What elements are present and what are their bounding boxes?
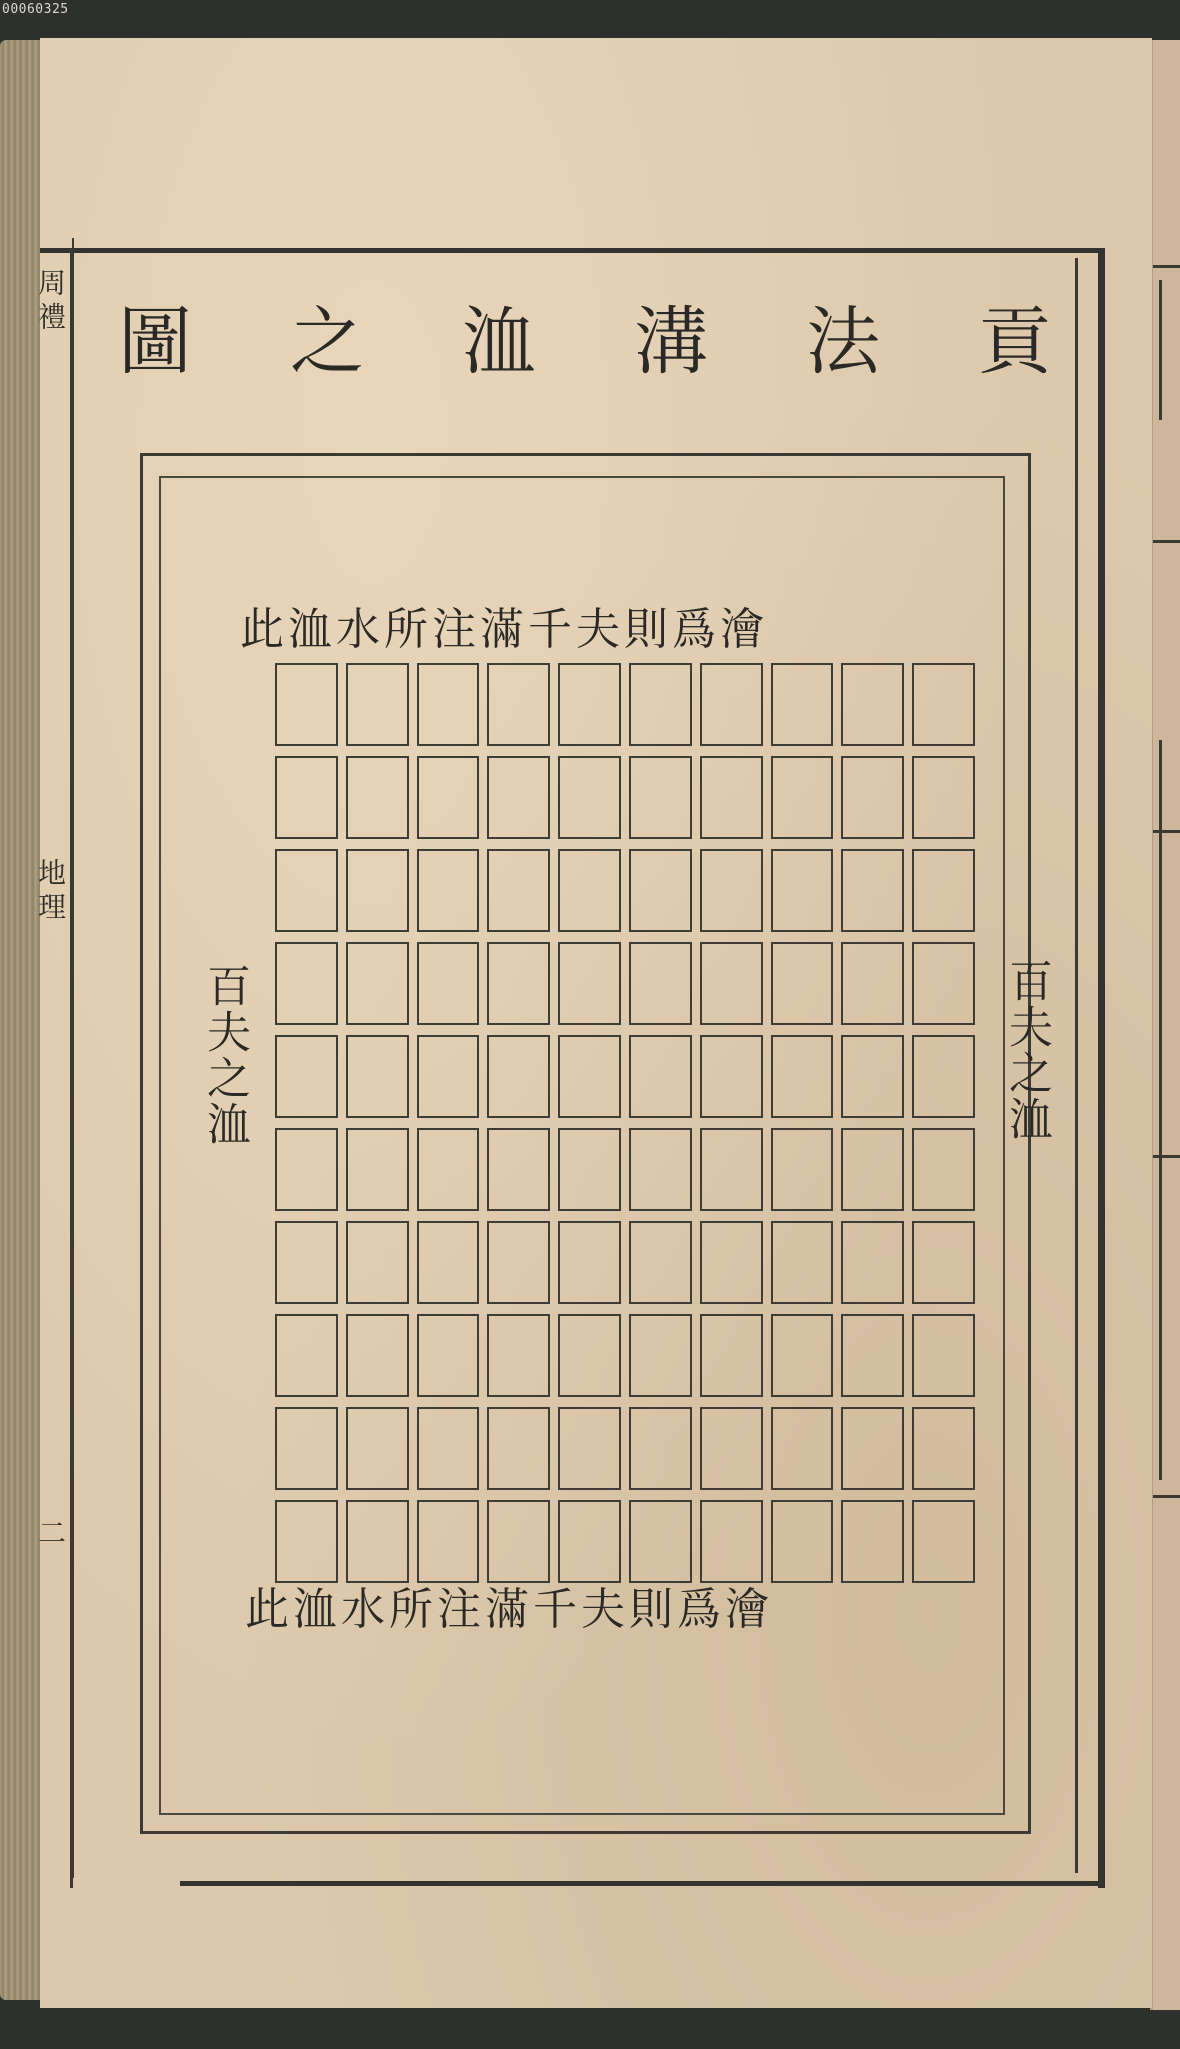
field-plot — [346, 1128, 409, 1211]
field-plot — [275, 1500, 338, 1583]
field-plot — [841, 1500, 904, 1583]
field-plot — [912, 1221, 975, 1304]
field-plot — [275, 849, 338, 932]
field-plot — [912, 1500, 975, 1583]
field-plot — [912, 1314, 975, 1397]
field-plot — [558, 1314, 621, 1397]
field-plot — [275, 663, 338, 746]
field-plot — [841, 942, 904, 1025]
field-plot — [841, 1221, 904, 1304]
field-plot — [841, 1128, 904, 1211]
field-plot — [346, 1314, 409, 1397]
field-plot — [417, 1314, 480, 1397]
outer-frame-inner-right — [1075, 258, 1078, 1873]
title-char: 法 — [806, 299, 880, 385]
field-plot — [487, 1314, 550, 1397]
field-plot — [487, 942, 550, 1025]
title-char: 之 — [290, 299, 364, 385]
outer-frame-right — [1098, 248, 1105, 1888]
field-plot — [700, 1407, 763, 1490]
field-plot — [629, 1314, 692, 1397]
field-plot — [558, 1128, 621, 1211]
field-plot — [275, 1407, 338, 1490]
title-char: 洫 — [462, 299, 536, 385]
field-plot — [275, 1314, 338, 1397]
field-plot — [841, 1407, 904, 1490]
field-plot — [275, 756, 338, 839]
side-label-right: 百夫之洫 — [1001, 958, 1052, 1142]
field-plot — [700, 1035, 763, 1118]
field-plot — [275, 1035, 338, 1118]
field-plot — [558, 1035, 621, 1118]
field-plot — [841, 1035, 904, 1118]
book-page — [34, 38, 1152, 2008]
field-plot — [417, 1128, 480, 1211]
field-plot — [487, 1407, 550, 1490]
field-plot — [275, 942, 338, 1025]
field-plot — [841, 849, 904, 932]
field-plot — [700, 1314, 763, 1397]
field-plot — [417, 1035, 480, 1118]
scan-id: 00060325 — [2, 2, 69, 17]
field-plot — [417, 1221, 480, 1304]
field-plot — [700, 756, 763, 839]
field-plot — [558, 942, 621, 1025]
field-plot — [346, 1500, 409, 1583]
field-plot — [558, 663, 621, 746]
title-char: 圖 — [118, 299, 192, 385]
field-plot — [487, 663, 550, 746]
field-plot — [346, 756, 409, 839]
field-plot — [771, 756, 834, 839]
caption-top: 此洫水所注滿千夫則爲澮 — [240, 604, 768, 655]
field-plot — [771, 663, 834, 746]
field-plot — [771, 1500, 834, 1583]
title-char: 貢 — [978, 299, 1052, 385]
field-plot — [558, 1500, 621, 1583]
page-margin-column — [34, 238, 74, 1878]
field-plot — [629, 1035, 692, 1118]
field-plot — [417, 1500, 480, 1583]
field-plot — [417, 849, 480, 932]
field-plot — [771, 1035, 834, 1118]
next-page-edge — [1150, 40, 1180, 2010]
field-plot — [700, 663, 763, 746]
field-plot — [629, 663, 692, 746]
margin-text-middle: 地理 — [34, 858, 67, 926]
field-plot — [700, 1221, 763, 1304]
field-plot — [487, 756, 550, 839]
field-plot — [771, 1314, 834, 1397]
field-plot — [841, 663, 904, 746]
field-grid — [275, 663, 975, 1583]
field-plot — [912, 942, 975, 1025]
outer-frame-bottom — [180, 1881, 1105, 1886]
margin-text-lower: 二 — [34, 1518, 67, 1552]
page-title — [115, 283, 1055, 389]
title-char: 溝 — [634, 299, 708, 385]
field-plot — [629, 1500, 692, 1583]
field-plot — [558, 756, 621, 839]
field-plot — [417, 1407, 480, 1490]
field-plot — [912, 663, 975, 746]
field-plot — [841, 756, 904, 839]
field-plot — [346, 1221, 409, 1304]
field-plot — [275, 1128, 338, 1211]
field-plot — [700, 1128, 763, 1211]
field-plot — [700, 849, 763, 932]
field-plot — [771, 1407, 834, 1490]
field-plot — [417, 663, 480, 746]
field-plot — [912, 1407, 975, 1490]
field-plot — [346, 849, 409, 932]
field-plot — [912, 756, 975, 839]
field-plot — [346, 1035, 409, 1118]
field-plot — [841, 1314, 904, 1397]
field-plot — [700, 942, 763, 1025]
field-plot — [771, 849, 834, 932]
field-plot — [346, 663, 409, 746]
field-plot — [629, 849, 692, 932]
field-plot — [912, 1035, 975, 1118]
field-plot — [629, 1407, 692, 1490]
field-plot — [629, 1221, 692, 1304]
field-plot — [487, 1500, 550, 1583]
field-plot — [629, 756, 692, 839]
field-plot — [487, 1035, 550, 1118]
field-plot — [417, 756, 480, 839]
field-plot — [629, 942, 692, 1025]
field-plot — [558, 849, 621, 932]
field-plot — [912, 1128, 975, 1211]
field-plot — [487, 1128, 550, 1211]
field-plot — [487, 849, 550, 932]
field-plot — [558, 1407, 621, 1490]
field-plot — [346, 1407, 409, 1490]
field-plot — [700, 1500, 763, 1583]
field-plot — [771, 1221, 834, 1304]
field-plot — [771, 1128, 834, 1211]
field-plot — [771, 942, 834, 1025]
caption-bottom: 此洫水所注滿千夫則爲澮 — [245, 1584, 773, 1635]
side-label-left: 百夫之洫 — [199, 963, 250, 1147]
field-plot — [912, 849, 975, 932]
field-plot — [275, 1221, 338, 1304]
field-plot — [487, 1221, 550, 1304]
outer-frame-top — [40, 248, 1102, 253]
field-plot — [346, 942, 409, 1025]
margin-text-upper: 周禮 — [34, 268, 67, 336]
field-plot — [417, 942, 480, 1025]
field-plot — [629, 1128, 692, 1211]
outer-frame-left — [70, 248, 73, 1888]
field-plot — [558, 1221, 621, 1304]
